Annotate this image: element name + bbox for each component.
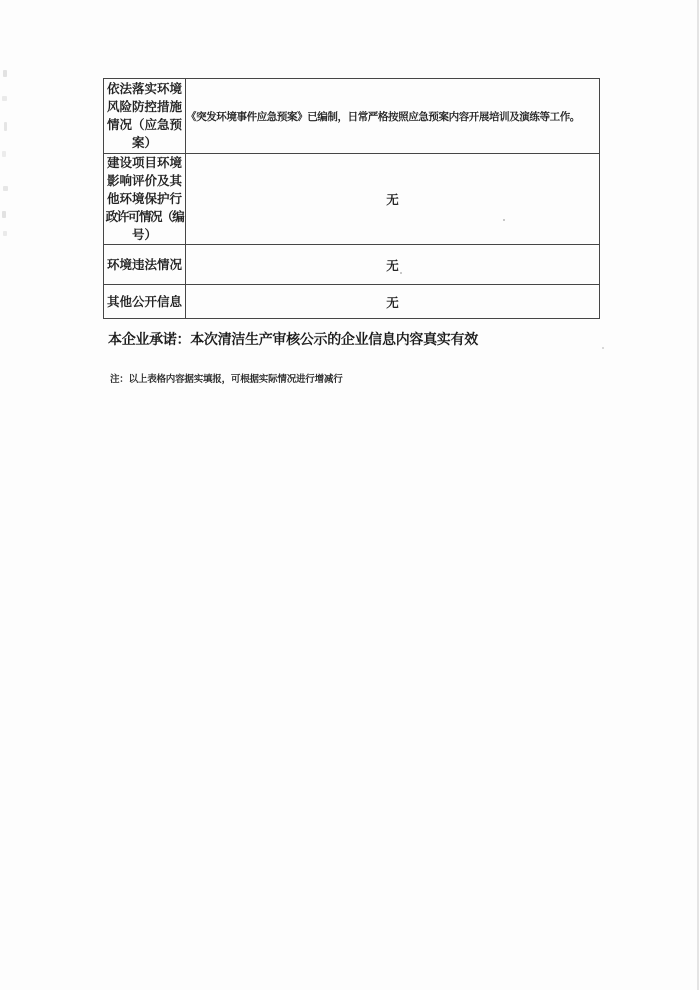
label-line: 号）	[131, 228, 157, 242]
scan-artifact	[3, 231, 7, 236]
row-label-violations	[104, 245, 186, 285]
scan-artifact	[503, 219, 505, 221]
scan-artifact	[2, 151, 6, 157]
row-label-emergency-plan	[104, 79, 186, 154]
scan-artifact	[400, 272, 402, 274]
label-line: 依法落实环境	[106, 82, 182, 96]
scan-artifact	[2, 211, 6, 218]
scan-artifact	[4, 122, 7, 131]
row-value-emergency-plan: 《突发环境事件应急预案》已编制，日常严格按照应急预案内容开展培训及演练等工作。	[186, 79, 600, 154]
row-value-other-info: 无	[186, 285, 600, 319]
scan-artifact	[3, 186, 8, 191]
row-label-eia-permits	[104, 154, 186, 245]
label-line: 环境违法情况	[106, 257, 182, 272]
row-value-eia-permits: 无	[186, 154, 600, 245]
label-line: 政许可情况（编	[105, 210, 184, 224]
scan-edge-line	[697, 0, 699, 990]
row-label-other-info	[104, 285, 186, 319]
label-line: 他环境保护行	[106, 192, 182, 206]
table-row	[104, 154, 600, 245]
label-line: 影响评价及其	[106, 174, 182, 188]
label-line: 情况（应急预	[106, 118, 182, 132]
scan-artifact	[2, 96, 7, 101]
label-line: 建设项目环境	[106, 156, 182, 170]
scan-artifact	[602, 347, 604, 349]
table-row	[104, 245, 600, 285]
scan-artifact	[3, 70, 7, 77]
label-line: 风险防控措施	[106, 100, 182, 114]
row-value-violations: 无	[186, 245, 600, 285]
footnote: 注：以上表格内容据实填报，可根据实际情况进行增减行	[110, 375, 343, 385]
table-row	[104, 285, 600, 319]
company-promise-statement: 本企业承诺：本次清洁生产审核公示的企业信息内容真实有效	[108, 333, 478, 348]
table-row	[104, 79, 600, 154]
label-line: 案）	[131, 136, 157, 150]
label-line: 其他公开信息	[106, 294, 182, 309]
disclosure-table	[103, 78, 600, 319]
